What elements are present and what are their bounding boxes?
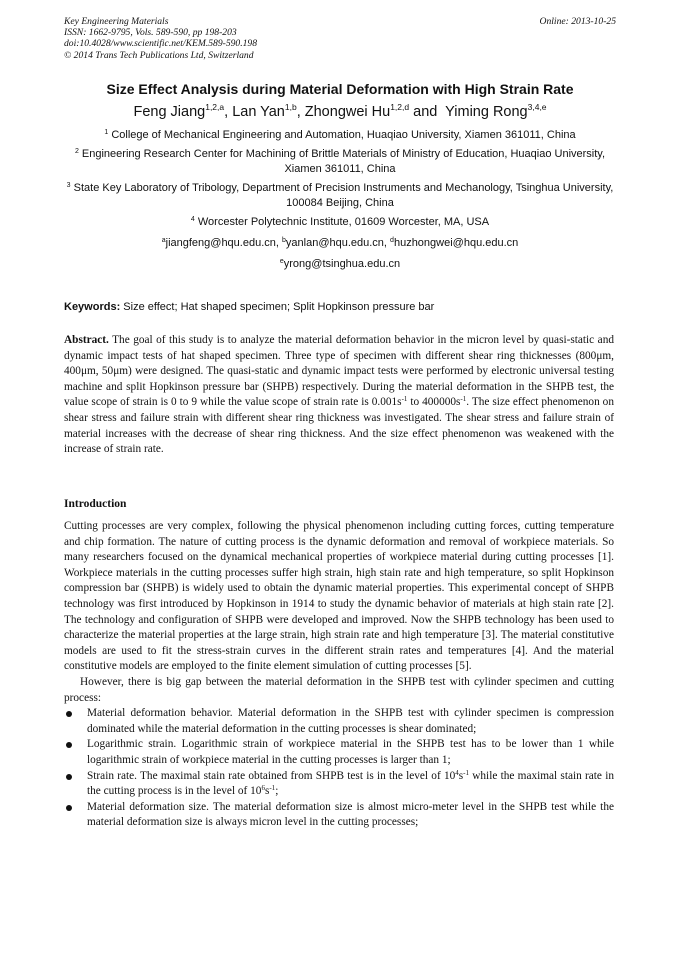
journal-name: Key Engineering Materials xyxy=(64,16,169,27)
email-line-2: $^e$yrong@tsinghua.edu.cn xyxy=(279,258,401,270)
list-item: Material deformation size. The material deformation size is almost micro-meter level in the SHPB test while the material deformation size is always micron level in the cutting processes; xyxy=(64,800,614,831)
intro-paragraph-1: Cutting processes are very complex, following the physical phenomenon including cutting forces, cutting temperature and chip formation. The nature of cutting process is the dynamic deformation and removal of workpiece materials. So many researchers focused on the dynamical mechanical properties of workpiece material during cutting processes [1]. Workpiece materials in the cutting processes suffer high strain, high stain rate and high temperature, so split Hopkinson compression bar (SHPB) is widely used to obtain the dynamic material properties. This experimental concept of SHPB technology was first introduced by Hopkinson in 1914 to study the dynamic behavior of materials at high stain rate [2]. The technology and configuration of SHPB were developed and improved. Now the SHPB technology has been used to characterize the material properties at the large strain, high strain rate and high temperature [3]. The material constitutive models are used to fit the stress-strain curves in the different strain rates and temperatures [4]. And the material constitutive models are employed to the finite element simulation of cutting processes [5]. xyxy=(64,520,614,673)
affiliation-3: $^3$ State Key Laboratory of Tribology, Department of Precision Instruments and Mechanology, Tsinghua University, 100084 Beijing, China xyxy=(66,182,614,209)
bullet-icon xyxy=(66,774,72,780)
keywords xyxy=(64,300,616,314)
affiliation-1: $^1$ College of Mechanical Engineering and Automation, Huaqiao University, Xiamen 361011, China xyxy=(104,129,576,141)
journal-header xyxy=(64,16,616,61)
bullet-icon xyxy=(66,711,72,717)
author-list xyxy=(40,103,640,121)
copyright-line: © 2014 Trans Tech Publications Ltd, Switzerland xyxy=(64,49,254,61)
bullet-icon xyxy=(66,805,72,811)
affiliation-2: $^2$ Engineering Research Center for Machining of Brittle Materials of Ministry of Education, Huaqiao University, Xiamen 361011, China xyxy=(74,148,606,175)
section-heading-introduction: Introduction xyxy=(64,498,127,510)
paper-title: Size Effect Analysis during Material Deformation with High Strain Rate xyxy=(106,81,574,97)
author: Yiming Rong$^{3,4,e}$ xyxy=(445,102,547,120)
gap-list xyxy=(64,706,614,831)
intro-paragraph-2: However, there is big gap between the material deformation in the SHPB test with cylinder specimen and cutting process: xyxy=(64,675,614,704)
online-date: Online: 2013-10-25 xyxy=(539,16,616,27)
abstract: Abstract. The goal of this study is to analyze the material deformation behavior in the micron level by quasi-static and dynamic impact tests of hat shaped specimen. Three type of specimen with different shear ring thicknesses (800μm, 400μm, 50μm) were designed. The quasi-static and dynamic impact tests were performed by electronic universal testing machine and split Hopkinson pressure bar (SHPB) respectively. During the material deformation in the SHPB test, the value scope of strain is 0 to 9 while the value scope of strain rate is $0.001s^{-1}$ to $400000s^{-1}$. The size effect phenomenon on shear stress and failure strain with different shear ring thickness was investigated. The shear stress and failure strain of material increases with the decrease of shear ring thickness. And the size effect phenomenon was weakened with the increase of strain rate. xyxy=(64,334,614,456)
author: Lan Yan$^{1,b}$, xyxy=(232,102,305,120)
list-item: Logarithmic strain. Logarithmic strain of workpiece material in the SHPB test has to be lower than 1 while logarithmic strain of workpiece material in the cutting processes is larger than 1; xyxy=(64,737,614,768)
bullet-icon xyxy=(66,742,72,748)
keywords-text: Size effect; Hat shaped specimen; Split Hopkinson pressure bar xyxy=(120,301,435,313)
keywords-label: Keywords: xyxy=(64,301,121,313)
list-item: Material deformation behavior. Material deformation in the SHPB test with cylinder specimen is compression dominated while the material deformation in the cutting processes is shear dominated; xyxy=(64,706,614,737)
doi-line: doi:10.4028/www.scientific.net/KEM.589-590.198 xyxy=(64,38,258,50)
author: Feng Jiang$^{1,2,a}$, xyxy=(133,102,233,120)
list-item: Strain rate. The maximal stain rate obtained from SHPB test is in the level of $10^4s^{-1}$ while the maximal stain rate in the cutting process is in the level of $10^6s^{-1}$; xyxy=(64,769,614,800)
affiliation-4: $^4$ Worcester Polytechnic Institute, 01609 Worcester, MA, USA xyxy=(190,216,490,228)
introduction-body xyxy=(64,519,614,831)
affiliations xyxy=(62,128,618,278)
author: Zhongwei Hu$^{1,2,d}$ and xyxy=(304,102,446,120)
abstract-label: Abstract. xyxy=(64,334,109,346)
issn-line: ISSN: 1662-9795, Vols. 589-590, pp 198-203 xyxy=(64,27,237,39)
email-line-1: $^a$jiangfeng@hqu.edu.cn, $^b$yanlan@hqu.edu.cn, $^d$huzhongwei@hqu.edu.cn xyxy=(161,237,519,249)
